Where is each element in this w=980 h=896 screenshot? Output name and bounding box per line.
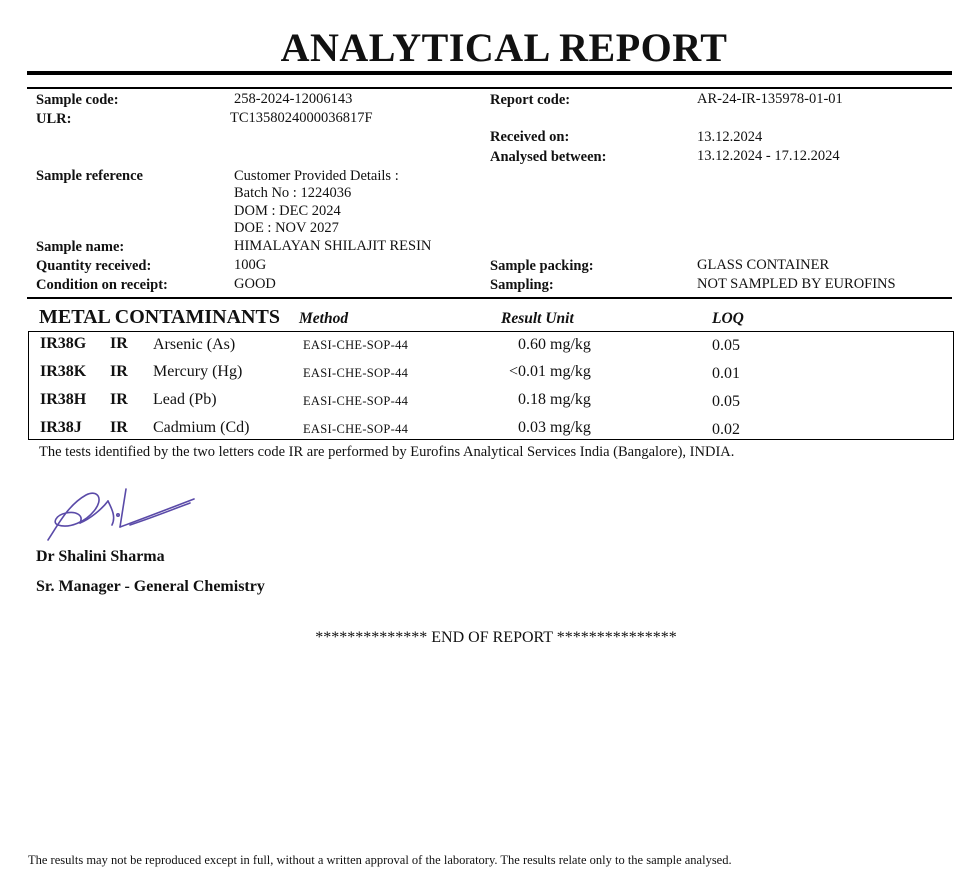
report-title: ANALYTICAL REPORT <box>280 25 728 70</box>
signatory-name: Dr Shalini Sharma <box>36 548 165 565</box>
result-unit: mg/kg <box>550 336 591 353</box>
result-unit: mg/kg <box>550 391 591 408</box>
result-value: 0.18 <box>518 391 546 408</box>
loq-value: 0.05 <box>712 337 740 354</box>
received-on-value: 13.12.2024 <box>697 129 763 145</box>
sample-reference-label: Sample reference <box>36 168 143 184</box>
result-unit: mg/kg <box>550 363 591 380</box>
sample-packing-label: Sample packing: <box>490 258 594 274</box>
quantity-label: Quantity received: <box>36 258 152 274</box>
analyte-name: Lead (Pb) <box>153 391 217 408</box>
lab-note: The tests identified by the two letters code IR are performed by Eurofins Analytical Services India (Bangalore), INDIA. <box>39 444 735 460</box>
title-rule <box>27 71 952 75</box>
method-code: EASI-CHE-SOP-44 <box>303 366 409 380</box>
ulr-label: ULR: <box>36 111 72 127</box>
result-value: <0.01 <box>508 363 546 380</box>
quantity-value: 100G <box>234 257 267 273</box>
loq-value: 0.01 <box>712 365 740 382</box>
section-title: METAL CONTAMINANTS <box>39 306 280 328</box>
lab-code: IR <box>110 335 128 352</box>
analysed-between-value: 13.12.2024 - 17.12.2024 <box>697 148 840 164</box>
header-bottom-rule <box>27 297 952 299</box>
ulr-value: TC1358024000036817F <box>230 110 373 126</box>
sample-reference-line-1: Customer Provided Details : <box>234 168 399 184</box>
lab-code: IR <box>110 419 128 436</box>
lab-code: IR <box>110 363 128 380</box>
analyte-name: Mercury (Hg) <box>153 363 243 380</box>
loq-value: 0.02 <box>712 421 740 438</box>
sample-reference-line-4: DOE : NOV 2027 <box>234 220 339 236</box>
analyte-name: Arsenic (As) <box>153 336 236 353</box>
test-code: IR38K <box>40 363 87 380</box>
sample-packing-value: GLASS CONTAINER <box>697 257 830 273</box>
result-value: 0.60 <box>518 336 546 353</box>
analysed-between-label: Analysed between: <box>490 149 607 165</box>
condition-label: Condition on receipt: <box>36 277 168 293</box>
method-code: EASI-CHE-SOP-44 <box>303 394 409 408</box>
test-code: IR38H <box>40 391 87 408</box>
column-header-method: Method <box>299 310 349 327</box>
sample-code-value: 258-2024-12006143 <box>234 91 353 107</box>
test-code: IR38G <box>40 335 87 352</box>
result-unit: mg/kg <box>550 419 591 436</box>
sampling-value: NOT SAMPLED BY EUROFINS <box>697 276 896 292</box>
report-code-label: Report code: <box>490 92 571 108</box>
footer-disclaimer: The results may not be reproduced except in full, without a written approval of the laboratory. The results relate only to the sample analysed. <box>28 853 732 867</box>
end-of-report: ************** END OF REPORT *************** <box>315 629 677 646</box>
signature-image <box>46 485 206 545</box>
test-code: IR38J <box>40 419 82 436</box>
condition-value: GOOD <box>234 276 276 292</box>
sample-name-label: Sample name: <box>36 239 125 255</box>
received-on-label: Received on: <box>490 129 570 145</box>
sampling-label: Sampling: <box>490 277 554 293</box>
column-header-result-unit: Result Unit <box>501 310 574 327</box>
analyte-name: Cadmium (Cd) <box>153 419 250 436</box>
header-top-rule <box>27 87 952 89</box>
result-value: 0.03 <box>518 419 546 436</box>
signatory-role: Sr. Manager - General Chemistry <box>36 578 265 595</box>
sample-reference-line-3: DOM : DEC 2024 <box>234 203 341 219</box>
lab-code: IR <box>110 391 128 408</box>
column-header-loq: LOQ <box>712 310 744 327</box>
method-code: EASI-CHE-SOP-44 <box>303 422 409 436</box>
loq-value: 0.05 <box>712 393 740 410</box>
sample-code-label: Sample code: <box>36 92 119 108</box>
report-code-value: AR-24-IR-135978-01-01 <box>697 91 843 107</box>
sample-reference-line-2: Batch No : 1224036 <box>234 185 352 201</box>
method-code: EASI-CHE-SOP-44 <box>303 338 409 352</box>
sample-name-value: HIMALAYAN SHILAJIT RESIN <box>234 238 432 254</box>
